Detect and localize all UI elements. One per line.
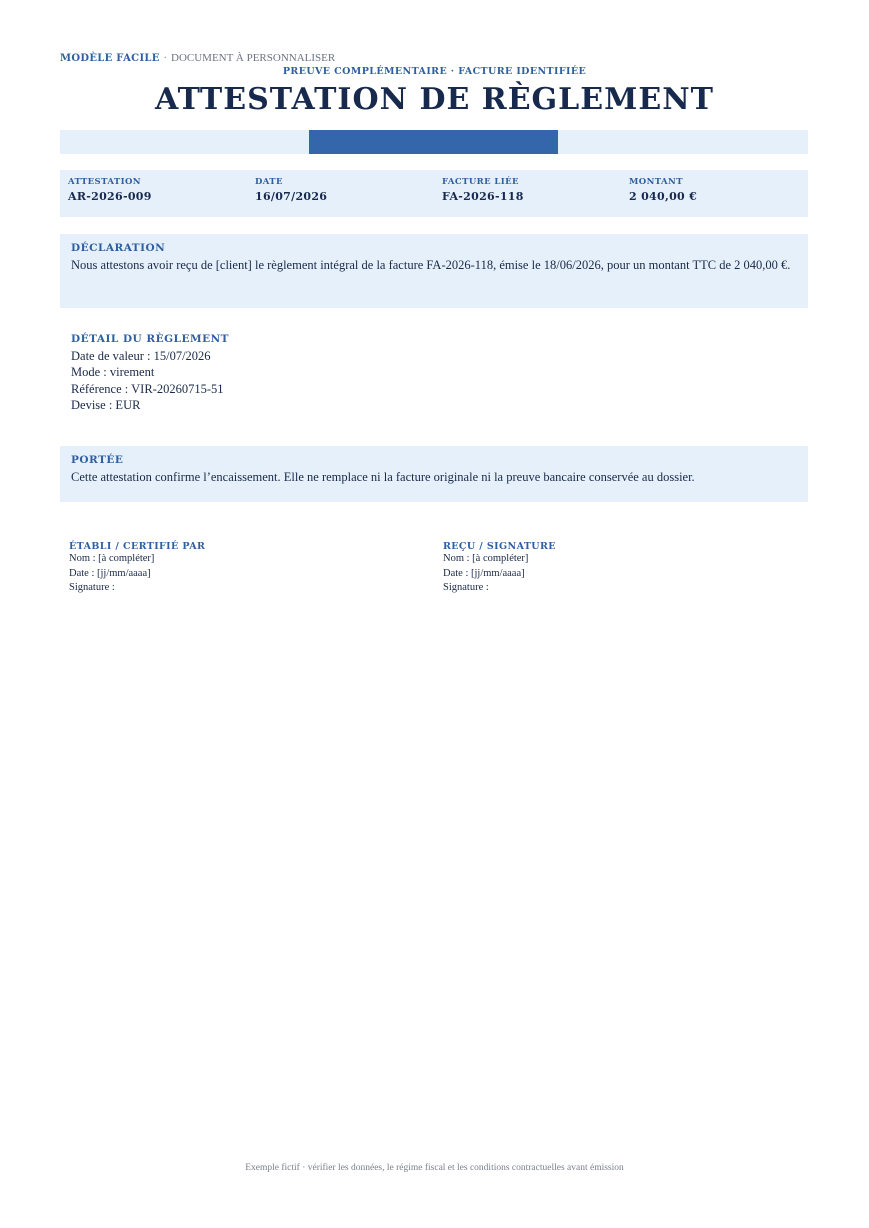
meta-panel: [60, 170, 808, 217]
meta-date: [255, 177, 327, 203]
detail-section: [60, 325, 808, 421]
meta-attestation: [68, 177, 152, 203]
signature-field: Signature :: [443, 582, 489, 593]
meta-value: FA-2026-118: [442, 190, 524, 203]
signature-block-issuer: [69, 541, 205, 596]
detail-title: DÉTAIL DU RÈGLEMENT: [71, 333, 229, 345]
progress-band: [60, 130, 808, 154]
detail-line: Référence : VIR-20260715-51: [71, 381, 224, 396]
meta-label: FACTURE LIÉE: [442, 177, 519, 187]
signature-name-field: Nom : [à compléter]: [443, 553, 529, 564]
brand-separator: ·: [163, 53, 168, 64]
signature-date-field: Date : [jj/mm/aaaa]: [443, 567, 525, 579]
progress-band-fill: [309, 130, 558, 154]
signature-date-field: Date : [jj/mm/aaaa]: [69, 567, 151, 579]
document-kicker: PREUVE COMPLÉMENTAIRE · FACTURE IDENTIFIÉE: [282, 66, 587, 77]
signature-title: REÇU / SIGNATURE: [443, 541, 556, 552]
declaration-title: DÉCLARATION: [71, 242, 166, 254]
brand-line: [60, 52, 335, 64]
detail-line: Devise : EUR: [71, 397, 141, 412]
signature-block-receiver: [443, 541, 556, 596]
scope-section: [60, 446, 808, 502]
signature-title: ÉTABLI / CERTIFIÉ PAR: [69, 541, 206, 552]
scope-title: PORTÉE: [71, 454, 124, 466]
footer-note: Exemple fictif · vérifier les données, le régime fiscal et les conditions contractuelles avant émission: [245, 1163, 624, 1173]
detail-line: Mode : virement: [71, 365, 155, 380]
meta-value: 2 040,00 €: [629, 190, 698, 203]
brand-note: DOCUMENT À PERSONNALISER: [171, 52, 336, 64]
scope-text: Cette attestation confirme l’encaissement. Elle ne remplace ni la facture originale ni la preuve bancaire conservée au dossier.: [71, 470, 695, 484]
meta-label: ATTESTATION: [68, 177, 141, 187]
meta-value: AR-2026-009: [68, 190, 152, 203]
meta-label: DATE: [255, 177, 283, 187]
meta-label: MONTANT: [629, 177, 683, 187]
detail-line: Date de valeur : 15/07/2026: [71, 349, 211, 363]
brand-name: MODÈLE FACILE: [60, 53, 160, 64]
meta-value: 16/07/2026: [255, 190, 328, 203]
declaration-text: Nous attestons avoir reçu de [client] le règlement intégral de la facture FA-2026-118, émise le 18/06/2026, pour un montant TTC de 2 040,00 €.: [71, 258, 791, 272]
meta-amount: [629, 177, 697, 203]
document-title: ATTESTATION DE RÈGLEMENT: [155, 82, 714, 117]
meta-invoice: [442, 177, 524, 203]
declaration-section: [60, 234, 808, 308]
signature-name-field: Nom : [à compléter]: [69, 553, 155, 564]
signature-field: Signature :: [69, 582, 115, 593]
